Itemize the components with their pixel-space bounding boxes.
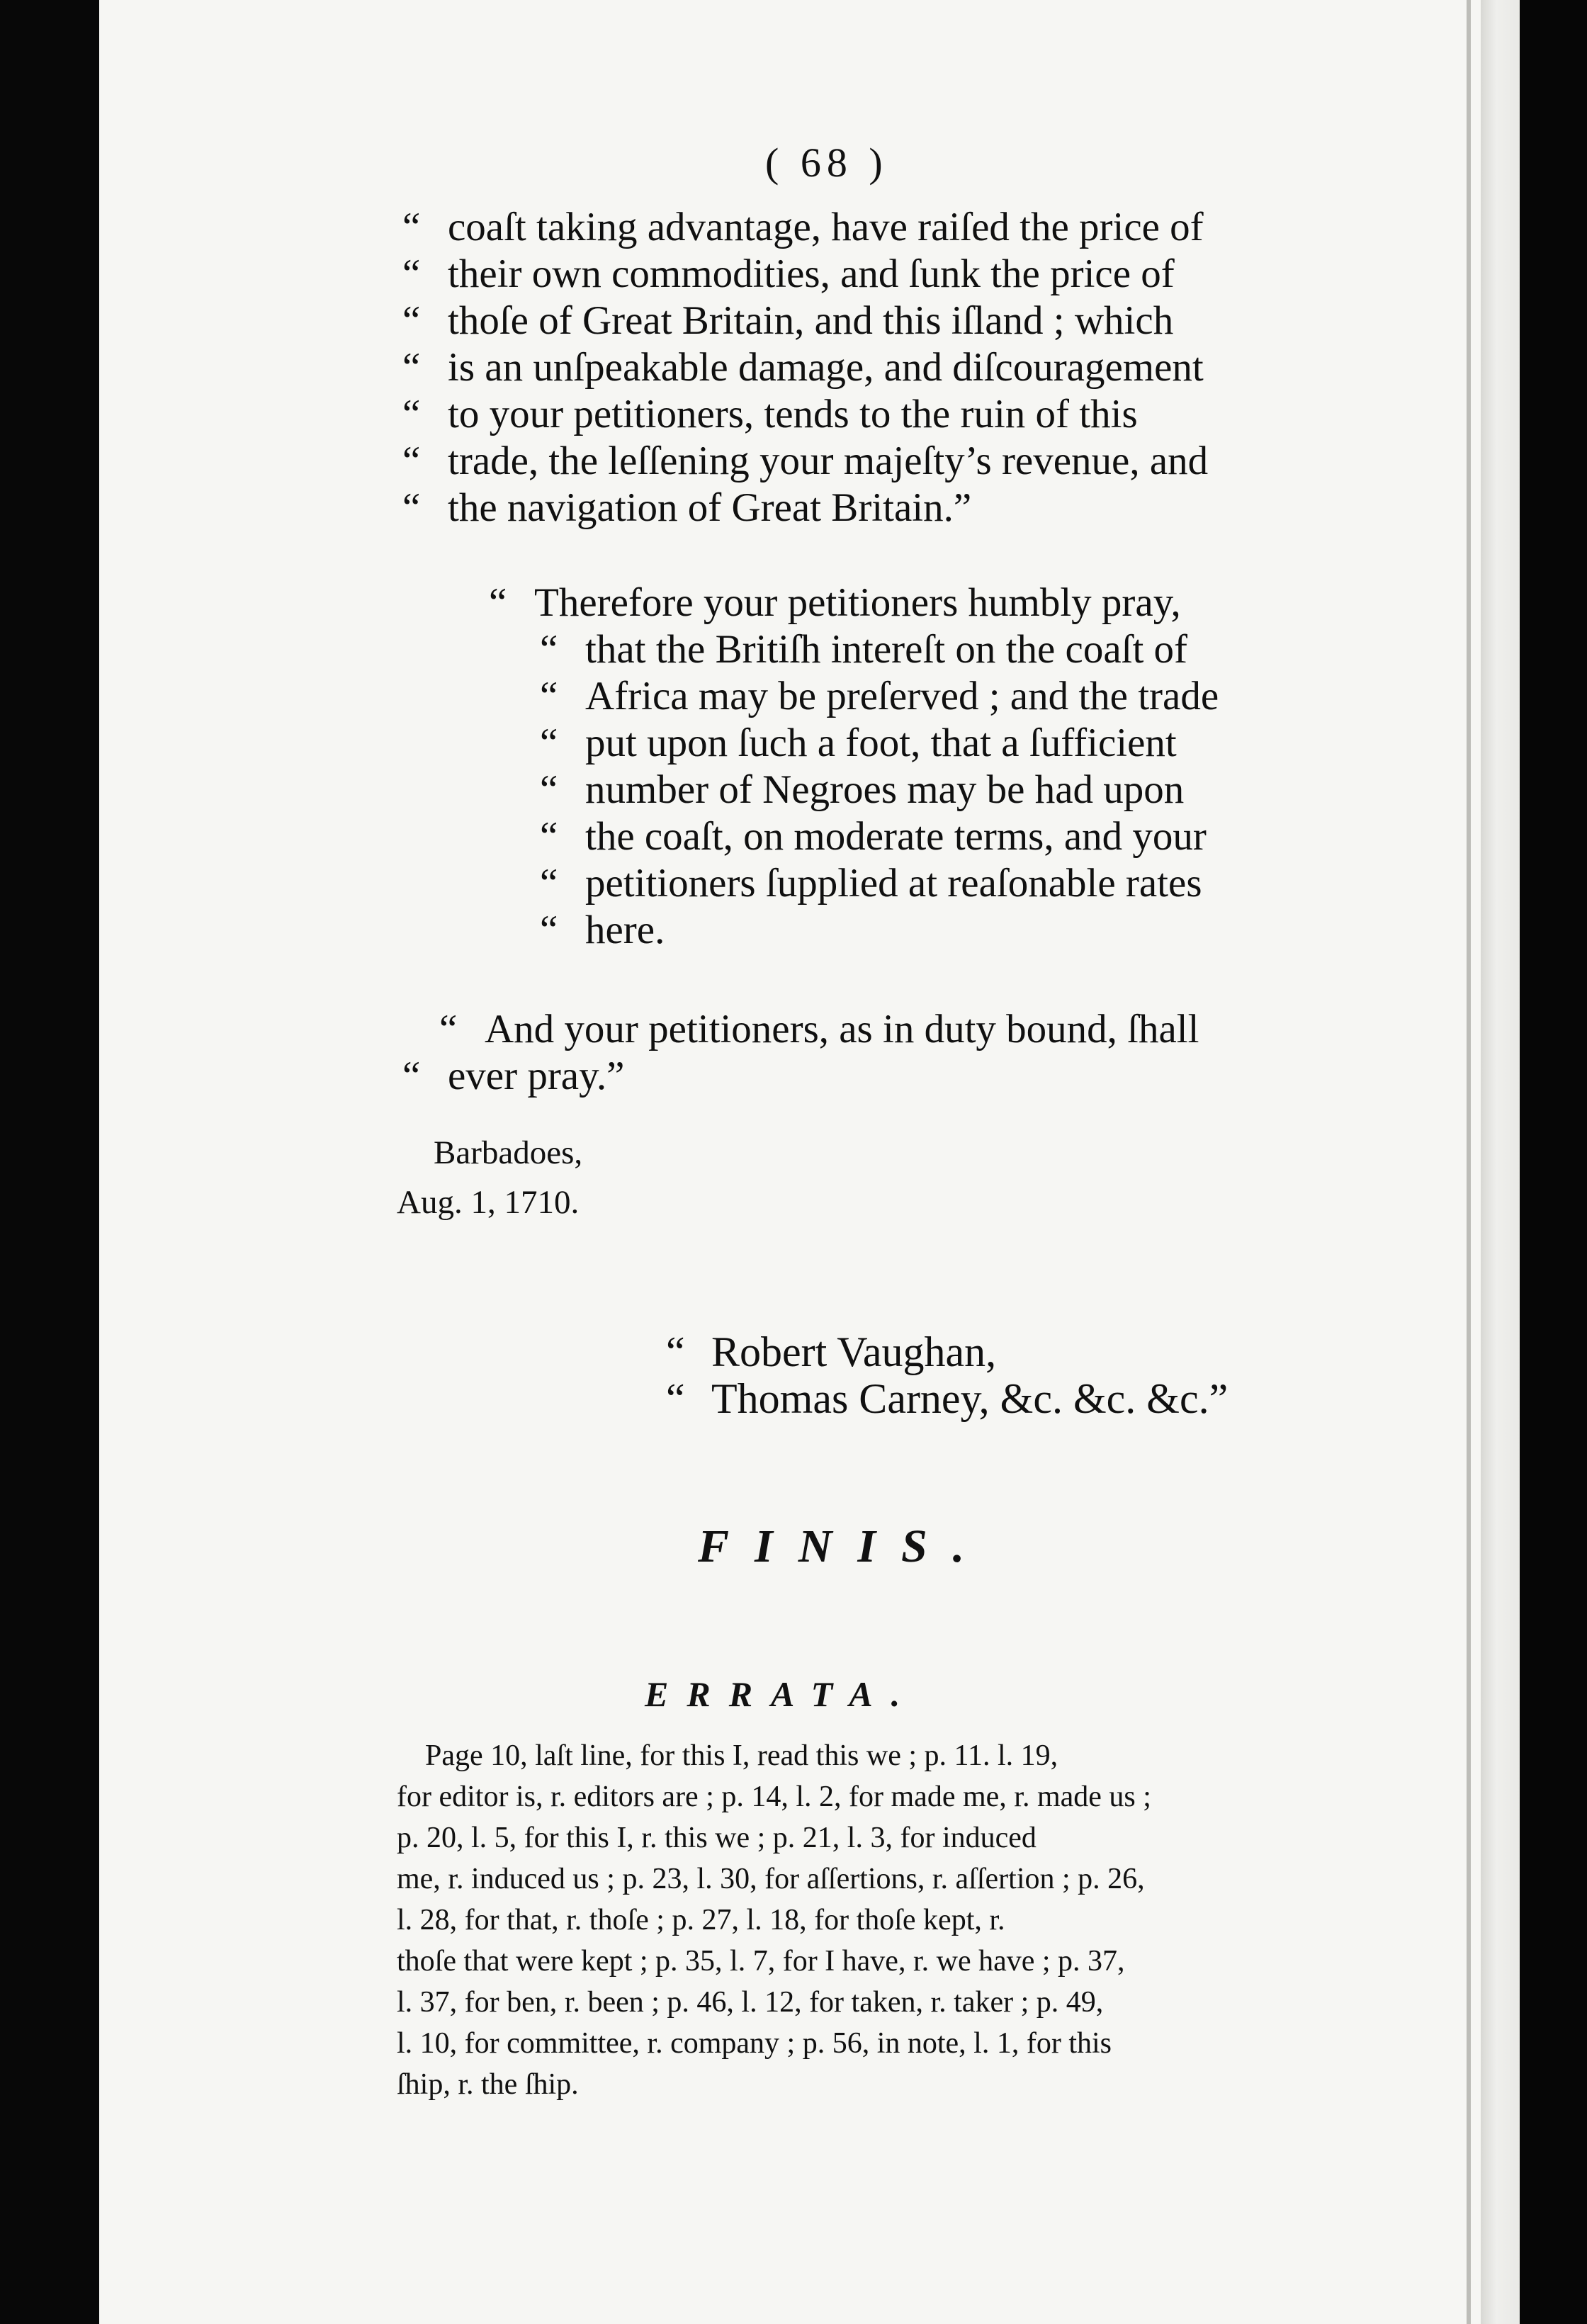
- errata-line: l. 10, for committee, r. company ; p. 56, in note, l. 1, for this: [397, 2027, 1112, 2060]
- text-line: “ trade, the leſſening your majeſty’s revenue, and: [402, 439, 1209, 483]
- errata-line: Page 10, laſt line, for this I, read this we ; p. 11. l. 19,: [425, 1739, 1058, 1772]
- errata-line: for editor is, r. editors are ; p. 14, l. 2, for made me, r. made us ;: [397, 1781, 1151, 1813]
- text-line: “ the coaſt, on moderate terms, and your: [540, 814, 1207, 859]
- text-line: “ here.: [540, 908, 665, 952]
- errata-line: l. 28, for that, r. thoſe ; p. 27, l. 18, for thoſe kept, r.: [397, 1904, 1005, 1936]
- text-line: “ put upon ſuch a foot, that a ſufficient: [540, 721, 1177, 765]
- scan-border-left: [0, 0, 99, 2324]
- text-line: “ to your petitioners, tends to the ruin of this: [402, 392, 1138, 436]
- text-line: “ And your petitioners, as in duty bound, ſhall: [439, 1007, 1199, 1051]
- place-of-signing: Barbadoes,: [434, 1134, 583, 1171]
- errata-line: l. 37, for ben, r. been ; p. 46, l. 12, for taken, r. taker ; p. 49,: [397, 1986, 1104, 2019]
- scan-border-right: [1520, 0, 1587, 2324]
- text-line: “ petitioners ſupplied at reaſonable rates: [540, 861, 1202, 906]
- text-line: “ coaſt taking advantage, have raiſed the price of: [402, 205, 1204, 249]
- text-line: “ ever pray.”: [402, 1054, 625, 1098]
- text-line: “ their own commodities, and ſunk the price of: [402, 252, 1175, 296]
- errata-heading: ERRATA.: [645, 1674, 919, 1714]
- text-line: “ the navigation of Great Britain.”: [402, 485, 972, 530]
- text-line: “ number of Negroes may be had upon: [540, 767, 1185, 812]
- finis-heading: FINIS.: [698, 1521, 990, 1572]
- date-of-signing: Aug. 1, 1710.: [397, 1184, 580, 1221]
- page-number: ( 68 ): [765, 140, 888, 186]
- text-line: “ Africa may be preſerved ; and the trade: [540, 674, 1219, 718]
- errata-line: thoſe that were kept ; p. 35, l. 7, for I have, r. we have ; p. 37,: [397, 1945, 1125, 1978]
- signatory: “ Thomas Carney, &c. &c. &c.”: [666, 1375, 1229, 1422]
- errata-line: ſhip, r. the ſhip.: [397, 2068, 579, 2101]
- page-edge-shadow: [1467, 0, 1471, 2324]
- text-line: “ that the Britiſh intereſt on the coaſt of: [540, 627, 1188, 672]
- text-line: “ is an unſpeakable damage, and diſcouragement: [402, 345, 1204, 390]
- adjacent-page-edge: [1481, 0, 1520, 2324]
- errata-line: me, r. induced us ; p. 23, l. 30, for aſſertions, r. aſſertion ; p. 26,: [397, 1863, 1145, 1895]
- text-line: “ thoſe of Great Britain, and this iſland ; which: [402, 298, 1174, 343]
- signatory: “ Robert Vaughan,: [666, 1329, 997, 1375]
- errata-line: p. 20, l. 5, for this I, r. this we ; p. 21, l. 3, for induced: [397, 1822, 1037, 1854]
- text-line: “ Therefore your petitioners humbly pray,: [489, 580, 1181, 625]
